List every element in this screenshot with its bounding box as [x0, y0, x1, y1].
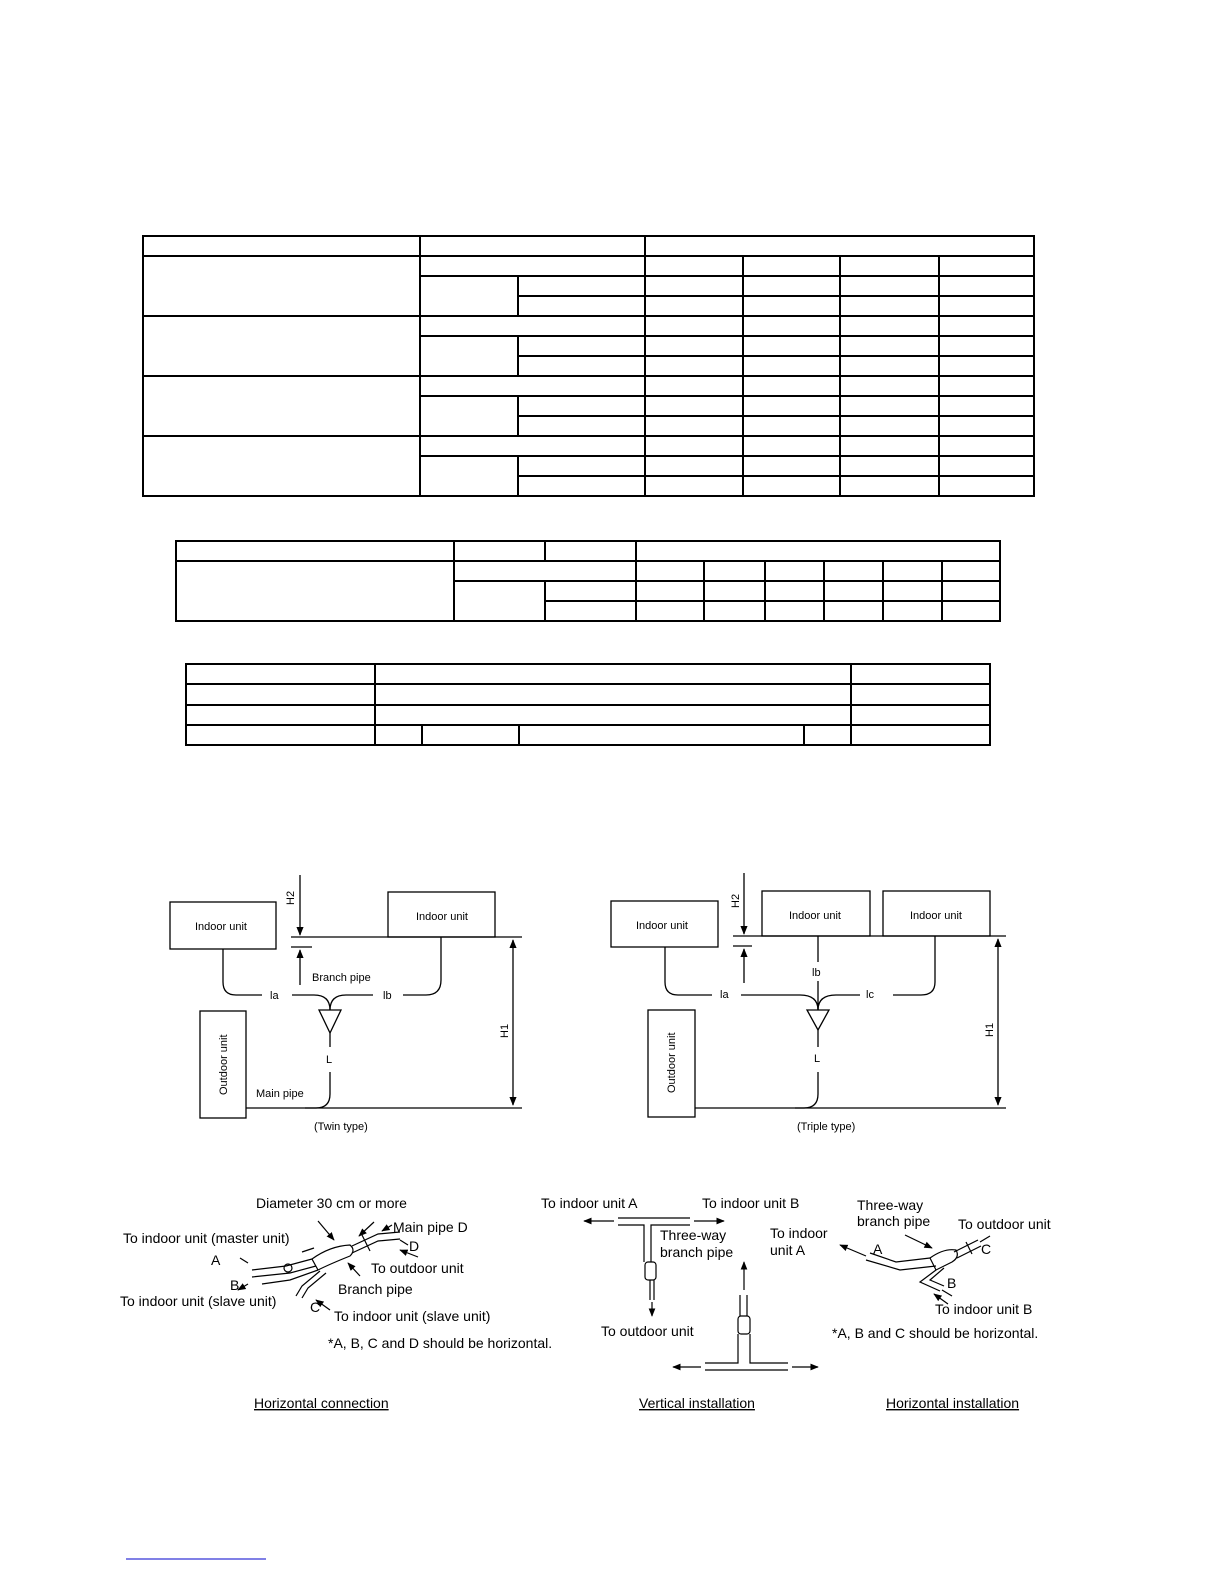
- to-indoor-unit-b-label: To indoor unit B: [935, 1301, 1033, 1317]
- to-outdoor-unit-label: To outdoor unit: [371, 1260, 464, 1276]
- triple-type-caption: (Triple type): [797, 1121, 856, 1133]
- three-way-label: Three-way: [660, 1227, 727, 1243]
- horizontal-note: *A, B, C and D should be horizontal.: [328, 1335, 553, 1351]
- diameter-label: Diameter 30 cm or more: [256, 1195, 407, 1211]
- outdoor-unit-label: Outdoor unit: [218, 1034, 230, 1095]
- h1-label: H1: [499, 1023, 511, 1038]
- d-label: D: [409, 1238, 420, 1254]
- c-label: C: [310, 1299, 321, 1315]
- to-slave-unit-label: To indoor unit (slave unit): [334, 1308, 491, 1324]
- branch-pipe-label: Branch pipe: [312, 972, 371, 984]
- unit-a-label: unit A: [770, 1242, 806, 1258]
- horizontal-installation-labels: [770, 1197, 1051, 1411]
- a-label: A: [873, 1241, 883, 1257]
- lc-label: lc: [866, 989, 874, 1001]
- horizontal-connection-labels: [120, 1195, 552, 1411]
- indoor-unit-label: Indoor unit: [636, 920, 688, 932]
- to-indoor-unit-a-label: To indoor: [770, 1225, 828, 1241]
- to-indoor-unit-a-label: To indoor unit A: [541, 1195, 638, 1211]
- horizontal-installation-caption: Horizontal installation: [886, 1395, 1020, 1411]
- twin-type-caption: (Twin type): [314, 1121, 368, 1133]
- h1-label: H1: [984, 1022, 996, 1037]
- to-outdoor-unit-label: To outdoor unit: [601, 1323, 694, 1339]
- c-label: C: [981, 1241, 992, 1257]
- branch-pipe-label: branch pipe: [857, 1213, 931, 1229]
- h2-label: H2: [285, 890, 297, 905]
- l-label: L: [814, 1053, 821, 1065]
- a-label: A: [211, 1252, 221, 1268]
- main-pipe-label: Main pipe: [256, 1088, 304, 1100]
- la-label: la: [270, 990, 279, 1002]
- outdoor-unit-label: Outdoor unit: [666, 1032, 678, 1093]
- lb-label: lb: [812, 967, 821, 979]
- vertical-installation-caption: Vertical installation: [639, 1395, 755, 1411]
- three-way-label: Three-way: [857, 1197, 924, 1213]
- horizontal-connection-caption: Horizontal connection: [254, 1395, 389, 1411]
- b-label: B: [230, 1277, 240, 1293]
- la-label: la: [720, 989, 729, 1001]
- indoor-unit-label: Indoor unit: [416, 911, 468, 923]
- indoor-unit-label: Indoor unit: [789, 910, 841, 922]
- indoor-unit-label: Indoor unit: [195, 921, 247, 933]
- twin-type-labels: [195, 891, 511, 1133]
- vertical-installation-labels: [541, 1195, 799, 1411]
- b-label: B: [947, 1275, 957, 1291]
- l-label: L: [326, 1054, 333, 1066]
- horizontal-installation-drawing: [840, 1235, 990, 1304]
- indoor-unit-label: Indoor unit: [910, 910, 962, 922]
- lb-label: lb: [383, 990, 392, 1002]
- branch-pipe-label: branch pipe: [660, 1244, 734, 1260]
- to-slave-unit-label: To indoor unit (slave unit): [120, 1293, 277, 1309]
- triple-type-labels: [636, 894, 996, 1133]
- h2-label: H2: [730, 893, 742, 908]
- main-pipe-d-label: Main pipe D: [393, 1219, 468, 1235]
- to-outdoor-unit-label: To outdoor unit: [958, 1216, 1051, 1232]
- branch-pipe-label: Branch pipe: [338, 1281, 413, 1297]
- horizontal-installation-note: *A, B and C should be horizontal.: [832, 1325, 1039, 1341]
- to-indoor-unit-b-label: To indoor unit B: [702, 1195, 800, 1211]
- to-master-unit-label: To indoor unit (master unit): [123, 1230, 290, 1246]
